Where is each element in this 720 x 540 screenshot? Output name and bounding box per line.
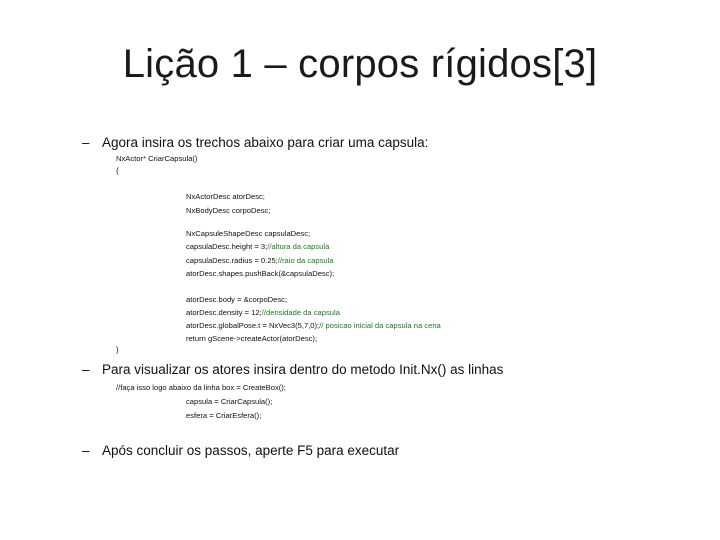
code-signature: NxActor* CriarCapsula() (116, 154, 198, 163)
slide-title: Lição 1 – corpos rígidos[3] (122, 42, 598, 86)
code-line (186, 321, 441, 331)
code-comment: //altura da capsula (267, 242, 330, 251)
code-open-brace: { (116, 166, 119, 175)
code-close-brace: } (116, 345, 119, 354)
bullet-3-text: Após concluir os passos, aperte F5 para executar (102, 443, 400, 458)
code-line (186, 256, 334, 266)
code-comment: // posicao inicial da capsula na cena (319, 321, 441, 330)
code-line: atorDesc.shapes.pushBack(&capsulaDesc); (186, 269, 335, 278)
code-line: esfera = CriarEsfera(); (186, 411, 262, 420)
code-comment: //raio da capsula (277, 256, 334, 265)
bullet-3 (82, 443, 399, 458)
code-text: capsulaDesc.height = 3; (186, 242, 268, 251)
code-line: NxCapsuleShapeDesc capsulaDesc; (186, 229, 311, 238)
code-comment-line: //faça isso logo abaixo da linha box = CreateBox(); (116, 383, 286, 392)
bullet-1 (82, 135, 428, 150)
bullet-dash: – (82, 362, 90, 377)
bullet-1-text: Agora insira os trechos abaixo para criar uma capsula: (102, 135, 429, 150)
code-comment: //densidade da capsula (261, 308, 340, 317)
code-line: NxBodyDesc corpoDesc; (186, 206, 271, 215)
code-line: atorDesc.body = &corpoDesc; (186, 295, 288, 304)
code-line (186, 242, 329, 252)
code-line (186, 308, 340, 318)
code-line: capsula = CriarCapsula(); (186, 397, 273, 406)
code-line: NxActorDesc atorDesc; (186, 192, 265, 201)
bullet-2 (82, 362, 503, 377)
bullet-dash: – (82, 135, 90, 150)
code-text: atorDesc.globalPose.t = NxVec3(5,7,0); (186, 321, 320, 330)
bullet-dash: – (82, 443, 90, 458)
bullet-2-text: Para visualizar os atores insira dentro do metodo Init.Nx() as linhas (102, 362, 504, 377)
code-text: capsulaDesc.radius = 0.25; (186, 256, 278, 265)
code-line: return gScene->createActor(atorDesc); (186, 334, 318, 343)
code-text: atorDesc.density = 12; (186, 308, 262, 317)
